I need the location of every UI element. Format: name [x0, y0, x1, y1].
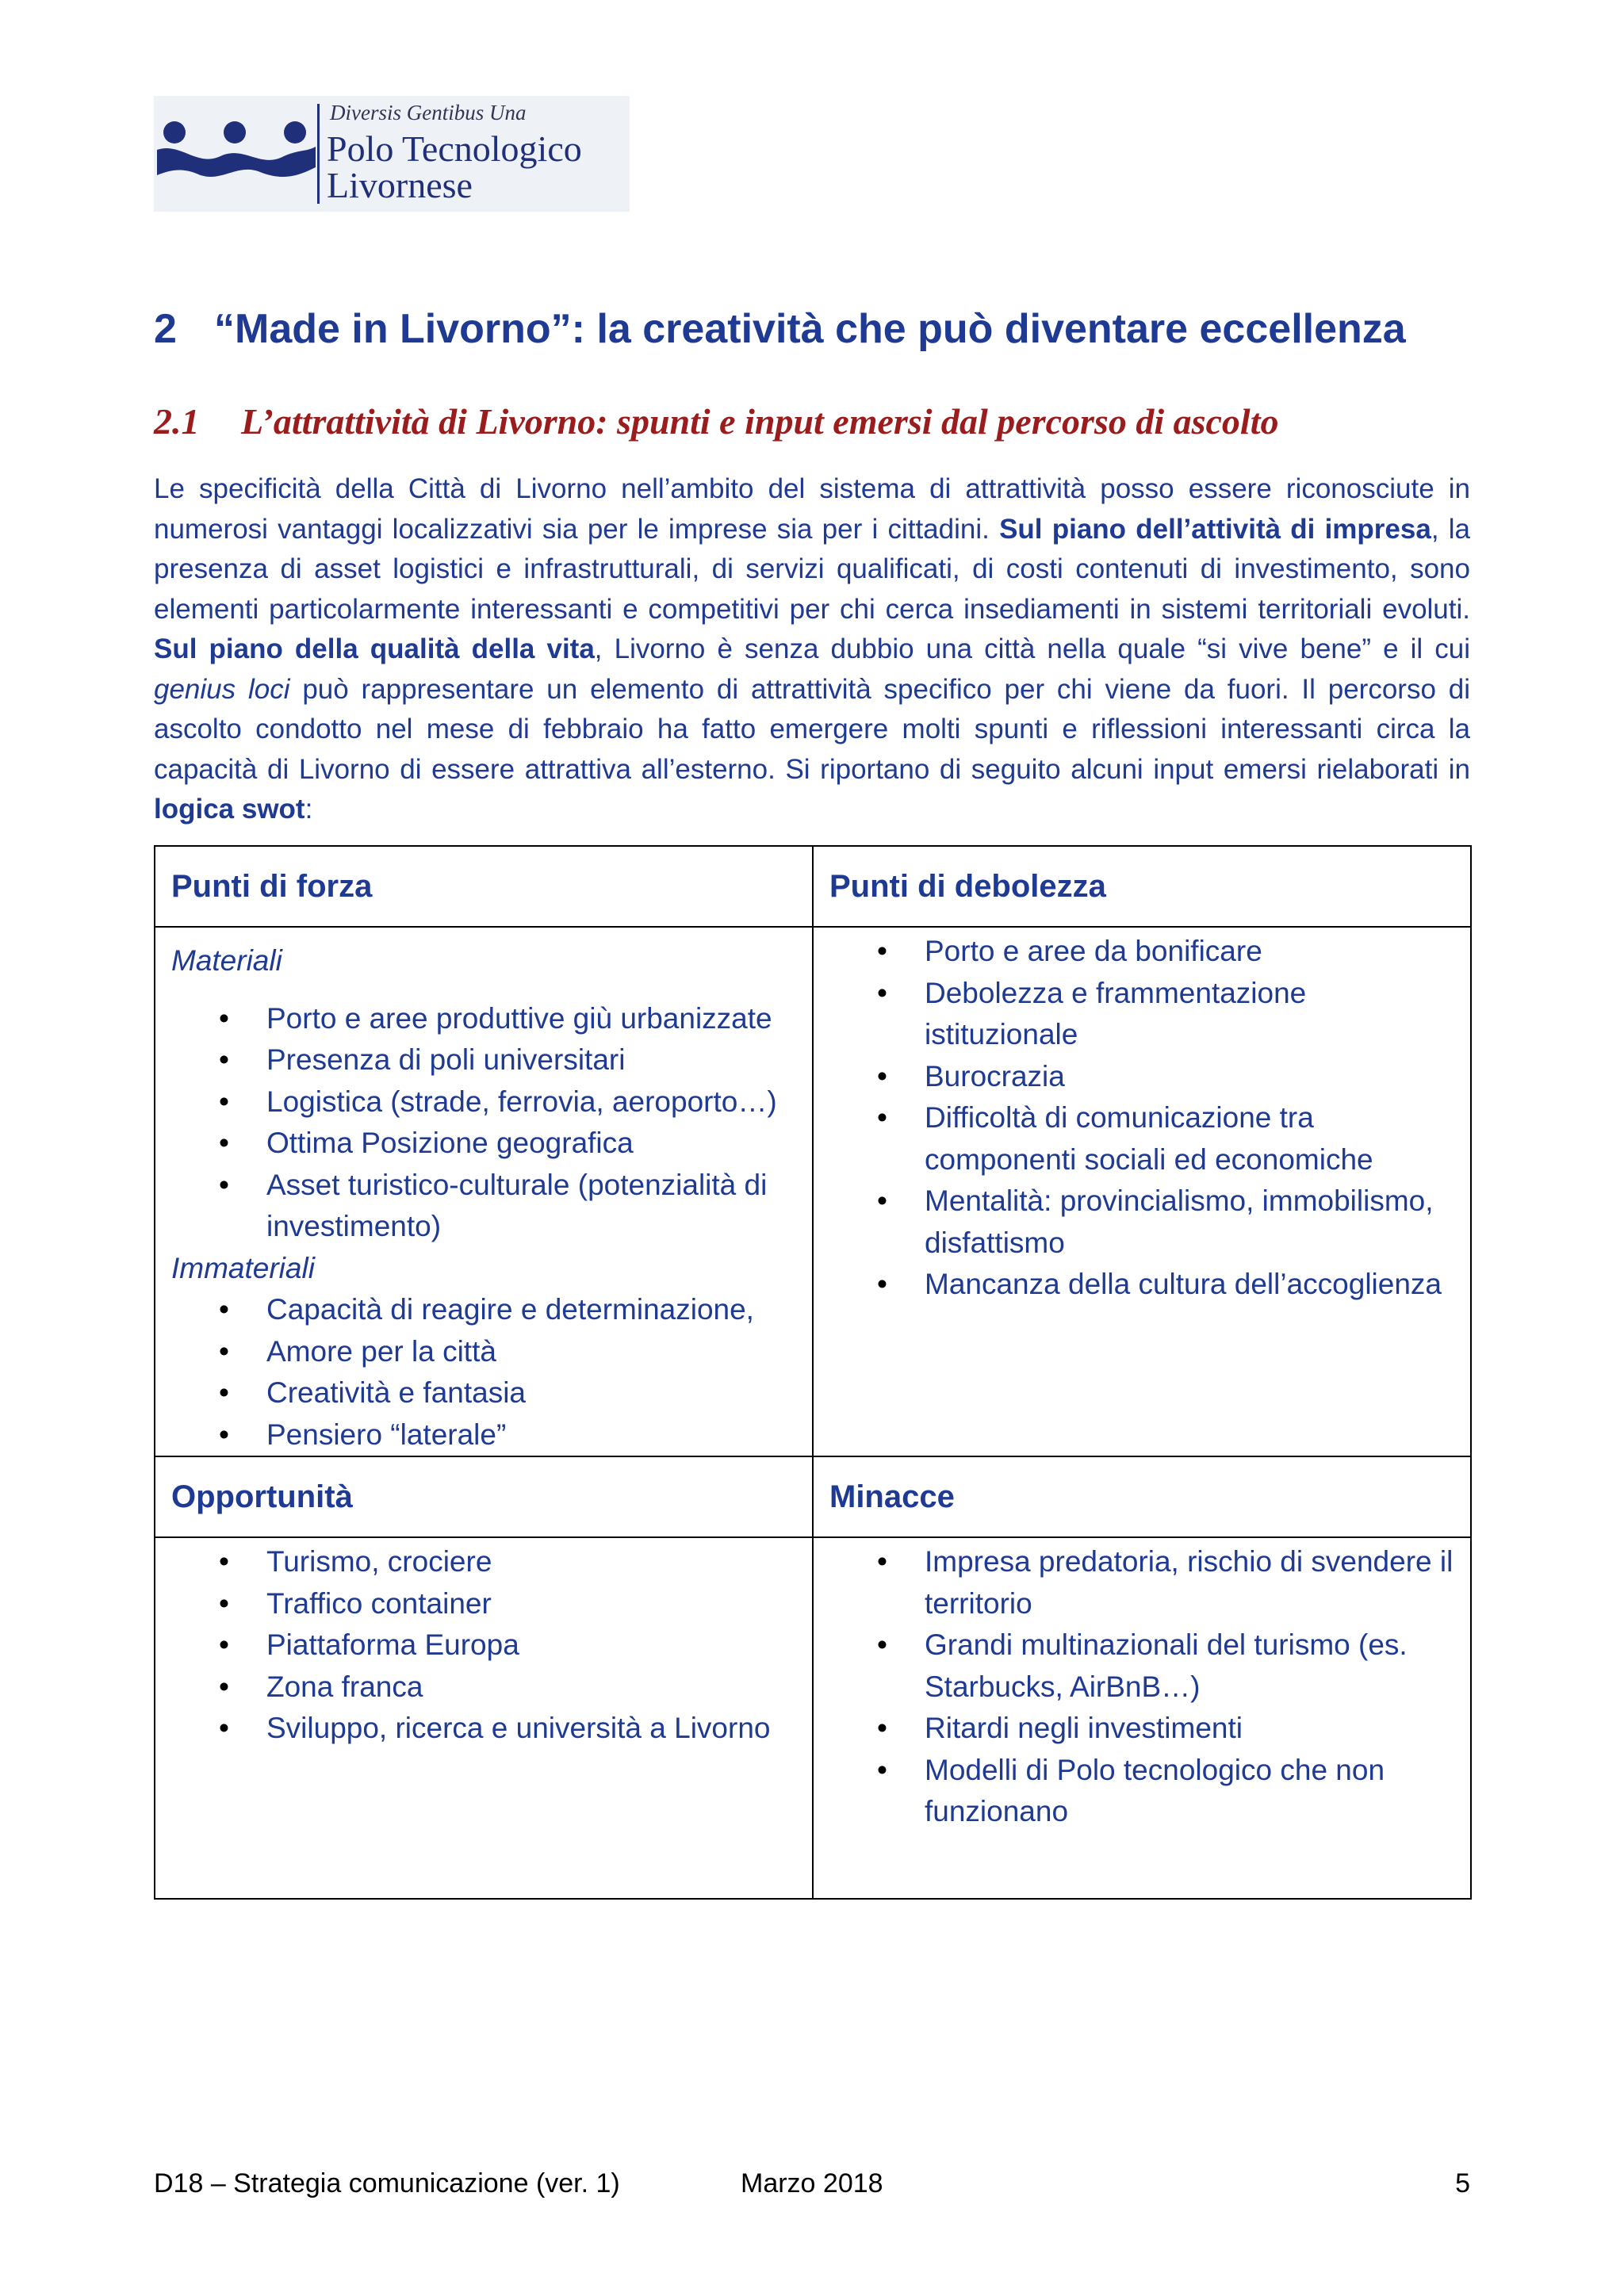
paragraph-text: Le specificità della Città di Livorno nell’ambito del sistema di attrattività posso essere riconosciute in numerosi vantaggi localizzativi sia per le imprese sia per i cittadini. — [154, 473, 1470, 545]
category-label: Immateriali — [171, 1251, 315, 1284]
footer-date: Marzo 2018 — [741, 2168, 883, 2198]
opportunities-cell — [155, 1537, 813, 1899]
strengths-header: Punti di forza — [155, 846, 813, 927]
category-label: Materiali — [171, 944, 282, 977]
weaknesses-cell — [813, 927, 1471, 1456]
opportunities-header: Opportunità — [155, 1456, 813, 1537]
logo — [154, 96, 630, 212]
list-item: • Ritardi negli investimenti — [829, 1708, 1454, 1750]
intro-paragraph — [154, 469, 1470, 830]
opportunities-list — [171, 1541, 796, 1750]
paragraph-bold: Sul piano della qualità della vita — [154, 633, 595, 664]
list-item: • Presenza di poli universitari — [171, 1039, 796, 1081]
paragraph-italic: genius loci — [154, 673, 290, 705]
paragraph-text: può rappresentare un elemento di attrattività specifico per chi viene da fuori. Il percorso di ascolto condotto nel mese di febbraio ha fatto emergere molti spunti e riflessioni interessanti circa la capacità di Livorno di essere attrattiva all’esterno. Si riportano di seguito alcuni input emersi rielaborati in — [154, 673, 1470, 785]
list-item: • Debolezza e frammentazione istituzionale — [829, 973, 1454, 1056]
strengths-material-list — [171, 998, 796, 1248]
section-title: “Made in Livorno”: la creatività che può diventare eccellenza — [214, 306, 1406, 352]
threats-list — [829, 1541, 1454, 1833]
list-item: • Difficoltà di comunicazione tra componenti sociali ed economiche — [829, 1097, 1454, 1181]
threats-header: Minacce — [813, 1456, 1471, 1537]
list-item: • Impresa predatoria, rischio di svendere il territorio — [829, 1541, 1454, 1624]
subsection-heading — [154, 400, 1470, 442]
list-item: • Piattaforma Europa — [171, 1624, 796, 1667]
threats-cell — [813, 1537, 1471, 1899]
list-item: • Porto e aree da bonificare — [829, 931, 1454, 973]
list-item: • Mancanza della cultura dell’accoglienza — [829, 1264, 1454, 1306]
list-item: • Zona franca — [171, 1667, 796, 1709]
list-item: • Pensiero “laterale” — [171, 1414, 796, 1456]
swot-table — [154, 845, 1472, 1900]
list-item: • Traffico container — [171, 1583, 796, 1625]
logo-motto: Diversis Gentibus Una — [330, 101, 527, 124]
section-heading — [154, 305, 1470, 353]
list-item: • Porto e aree produttive giù urbanizzate — [171, 998, 796, 1040]
list-item: • Capacità di reagire e determinazione, — [171, 1289, 796, 1331]
paragraph-text: , la presenza di asset logistici e infrastrutturali, di servizi qualificati, di costi contenuti di investimento, sono elementi particolarmente interessanti e competitivi per chi cerca insediamenti in sistemi territoriali evoluti. — [154, 513, 1470, 625]
list-item: • Asset turistico-culturale (potenzialità di investimento) — [171, 1165, 796, 1248]
strengths-cell — [155, 927, 813, 1456]
section-number: 2 — [154, 306, 177, 352]
logo-divider — [317, 104, 320, 204]
logo-name — [327, 128, 582, 205]
logo-name-line1: Polo Tecnologico — [327, 128, 582, 169]
subsection-number: 2.1 — [154, 401, 200, 442]
footer-doc: D18 – Strategia comunicazione (ver. 1) — [154, 2168, 620, 2198]
list-item: • Ottima Posizione geografica — [171, 1123, 796, 1165]
logo-name-line2: Livornese — [327, 165, 473, 205]
list-item: • Grandi multinazionali del turismo (es. Starbucks, AirBnB…) — [829, 1624, 1454, 1708]
paragraph-text: , Livorno è senza dubbio una città nella quale “si vive bene” e il cui — [594, 633, 1470, 664]
page-number: 5 — [1455, 2168, 1470, 2198]
subsection-title: L’attrattività di Livorno: spunti e input emersi dal percorso di ascolto — [241, 401, 1279, 442]
list-item: • Burocrazia — [829, 1056, 1454, 1098]
strengths-immaterial-list — [171, 1289, 796, 1456]
list-item: • Creatività e fantasia — [171, 1372, 796, 1414]
list-item: • Logistica (strade, ferrovia, aeroporto…) — [171, 1081, 796, 1123]
weaknesses-header: Punti di debolezza — [813, 846, 1471, 927]
paragraph-bold: logica swot — [154, 794, 305, 825]
list-item: • Amore per la città — [171, 1331, 796, 1373]
list-item: • Sviluppo, ricerca e università a Livorno — [171, 1708, 796, 1750]
paragraph-bold: Sul piano dell’attività di impresa — [999, 513, 1431, 545]
list-item: • Mentalità: provincialismo, immobilismo, disfattismo — [829, 1181, 1454, 1264]
weaknesses-list — [829, 931, 1454, 1306]
list-item: • Modelli di Polo tecnologico che non funzionano — [829, 1750, 1454, 1833]
list-item: • Turismo, crociere — [171, 1541, 796, 1583]
paragraph-text: : — [304, 794, 313, 825]
waves-logo-icon — [157, 120, 316, 191]
